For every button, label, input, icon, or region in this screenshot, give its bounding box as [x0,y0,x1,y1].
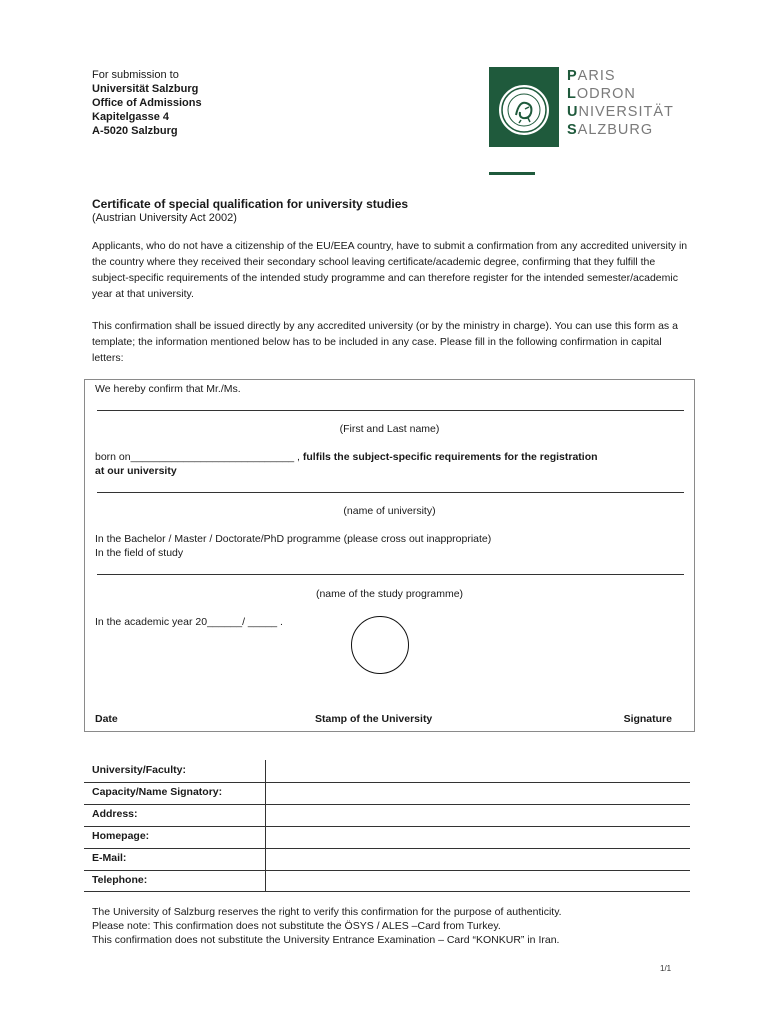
study-programme-input-line[interactable] [97,574,684,575]
logo-word-salzburg: ALZBURG [577,122,654,138]
born-line [95,451,598,463]
table-row [84,826,690,848]
table-row [84,782,690,804]
born-on-field[interactable]: born on____________________________ , [95,451,300,463]
university-input-line[interactable] [97,492,684,493]
signatory-label: Capacity/Name Signatory: [92,786,223,798]
page-number: 1/1 [660,964,672,973]
table-row [84,760,690,782]
table-row [84,870,690,892]
academic-year-field[interactable]: In the academic year 20______/ _____ . [95,616,283,628]
table-row [84,848,690,870]
email-field[interactable] [270,848,690,870]
signatory-field[interactable] [270,782,690,804]
university-caption: (name of university) [343,505,436,517]
verification-note: The University of Salzburg reserves the right to verify this confirmation for the purpose of authenticity. [92,906,562,918]
logo-wordmark [567,67,674,139]
osys-note: Please note: This confirmation does not substitute the ÖSYS / ALES –Card from Turkey. [92,920,501,932]
field-of-study-line: In the field of study [95,547,184,559]
footer-notes [92,905,692,947]
signature-label: Signature [623,713,672,725]
university-faculty-field[interactable] [270,760,690,782]
name-input-line[interactable] [97,410,684,411]
seal-icon [497,83,551,137]
stamp-label: Stamp of the University [315,713,433,725]
row-rule [84,891,690,892]
logo-underline [489,172,535,175]
address-university: Universität Salzburg [92,83,199,95]
konkur-note: This confirmation does not substitute the University Entrance Examination – Card “KONKUR” in Iran. [92,934,560,946]
document-title: Certificate of special qualification for university studies [92,197,409,211]
address-intro: For submission to [92,69,179,81]
instructions-paragraph: This confirmation shall be issued directly by any accredited university (or by the ministry in charge). You can use this form as a template; the information mentioned below has to be included in any case. Please fill in the following confirmation in capital letters: [92,320,678,364]
homepage-field[interactable] [270,826,690,848]
address-field[interactable] [270,804,690,826]
telephone-field[interactable] [270,870,690,892]
document-subtitle: (Austrian University Act 2002) [92,212,237,224]
logo-word-paris: ARIS [577,68,616,84]
logo-initial-u: U [567,104,579,120]
logo-green-block [489,67,559,147]
address-city: A-5020 Salzburg [92,125,178,137]
address-office: Office of Admissions [92,97,202,109]
logo-initial-l: L [567,86,577,102]
confirm-intro: We hereby confirm that Mr./Ms. [95,383,241,395]
logo-word-universitat: NIVERSITÄT [578,104,674,120]
study-programme-caption: (name of the study programme) [315,588,464,600]
table-row [84,804,690,826]
address-block [92,68,202,138]
programme-line: In the Bachelor / Master / Doctorate/PhD programme (please cross out inappropriate) [95,533,492,545]
date-label: Date [95,713,118,725]
university-logo [489,67,689,177]
intro-paragraph: Applicants, who do not have a citizenship of the EU/EEA country, have to submit a confirmation from any accredited university in the country where they received their secondary school leaving certificate/academic degree, confirming that they fulfill the subject-specific requirements of the intended study programme and can therefore register for the intended semester/academic year at that university. [92,240,688,300]
telephone-label: Telephone: [92,874,148,886]
stamp-circle [351,616,409,674]
logo-initial-p: P [567,68,578,84]
address-street: Kapitelgasse 4 [92,111,170,123]
logo-initial-s: S [567,122,578,138]
at-university-text: at our university [95,465,177,477]
university-faculty-label: University/Faculty: [92,764,186,776]
confirmation-box [84,379,695,732]
homepage-label: Homepage: [92,830,150,842]
fulfils-text: fulfils the subject-specific requirements for the registration [302,451,598,463]
email-label: E-Mail: [92,852,127,864]
address-label: Address: [92,808,138,820]
logo-word-lodron: ODRON [576,86,636,102]
name-caption: (First and Last name) [339,423,440,435]
institution-details-table [84,760,690,892]
